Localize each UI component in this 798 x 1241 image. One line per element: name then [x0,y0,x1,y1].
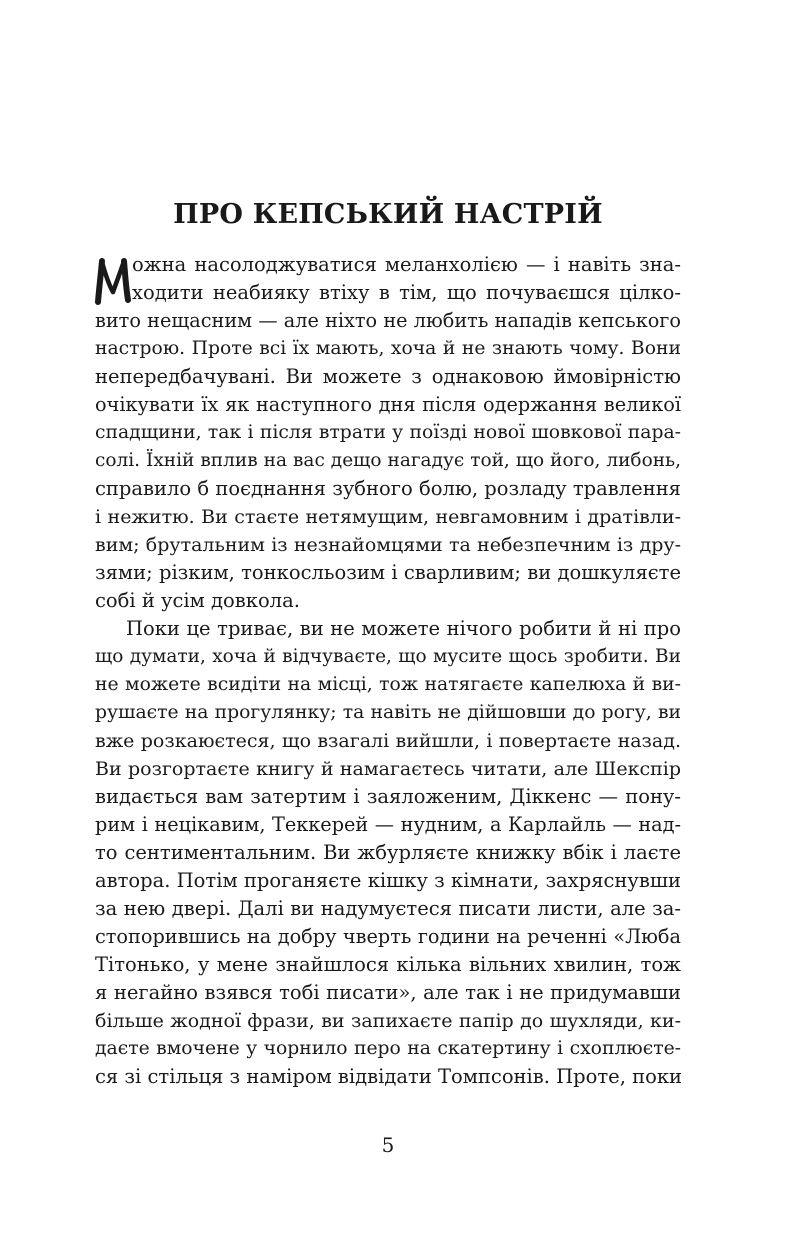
text-line: стопорившись на добру чверть години на реченні «Люба [95,925,681,948]
text-line: то сентиментальним. Ви жбурляєте книжку вбік і лаєте [95,841,681,864]
book-page [95,0,681,1241]
text-line: справило б поєднання зубного болю, розладу травлення [95,477,681,500]
text-line: Поки це триває, ви не можете нічого робити й ні про [126,617,681,640]
text-line: ходити неабияку втіху в тім, що почуваєшся цілко- [132,281,681,304]
text-line: ожна насолоджуватися меланхолією — і навіть зна- [132,253,681,276]
text-line: більше жодної фрази, ви запихаєте папір до шухляди, ки- [95,1010,681,1032]
paragraph [95,615,681,1091]
text-line: солі. Їхній вплив на вас дещо нагадує той, що його, либонь, [95,450,681,471]
text-line: не можете всидіти на місці, тож натягаєте капелюха й ви- [95,674,681,695]
text-line: очікувати їх як наступного дня після одержання великої [95,393,681,416]
text-line: і нежитю. Ви стаєте нетямущим, невгамовним і дратівли- [95,506,681,528]
text-line: вже розкаюєтеся, що взагалі вийшли, і повертаєте назад. [95,730,681,752]
text-line: рим і нецікавим, Теккерей — нудним, а Карлайль — над- [95,813,681,836]
text-line: собі й усім довкола. [95,589,300,612]
text-line: за нею двері. Далі ви надумуєтеся писати листи, але за- [95,897,681,920]
text-line: Тітонько, у мене знайшлося кілька вільних хвилин, тож [95,953,681,976]
chapter-text [95,251,681,1091]
text-line: рушаєте на прогулянку; та навіть не дійшовши до рогу, ви [95,702,681,723]
text-line: автора. Потім проганяєте кішку з кімнати, захряснувши [95,869,681,892]
text-line: зями; різким, тонкосльозим і сварливим; ви дошкуляєте [95,561,681,584]
paragraph [95,251,681,615]
text-line: непередбачувані. Ви можете з однаковою ймовірністю [95,365,681,388]
drop-cap-letter [93,255,133,307]
page-number: 5 [381,1133,395,1157]
text-line: ся зі стільця з наміром відвідати Томпсонів. Проте, поки [95,1065,683,1088]
text-line: що думати, хоча й відчуваєте, що мусите щось зробити. Ви [95,646,681,667]
text-line: видається вам затертим і заяложеним, Діккенс — пону- [95,785,681,808]
text-line: спадщини, так і після втрати у поїзді нової шовкової пара- [95,422,681,443]
text-line: даєте вмочене у чорнило перо на скатертину і схоплюєте- [95,1038,681,1059]
text-line: вим; брутальним із незнайомцями та небезпечним із дру- [95,534,681,556]
text-line: я негайно взявся тобі писати», але так і не придумавши [95,981,681,1004]
text-line: настрою. Проте всі їх мають, хоча й не знають чому. Вони [95,338,681,359]
chapter-title: ПРО КЕПСЬКИЙ НАСТРІЙ [173,199,603,230]
text-line: Ви розгортаєте книгу й намагаєтесь читати, але Шекспір [95,758,681,780]
text-line: вито нещасним — але ніхто не любить нападів кепського [95,309,681,332]
